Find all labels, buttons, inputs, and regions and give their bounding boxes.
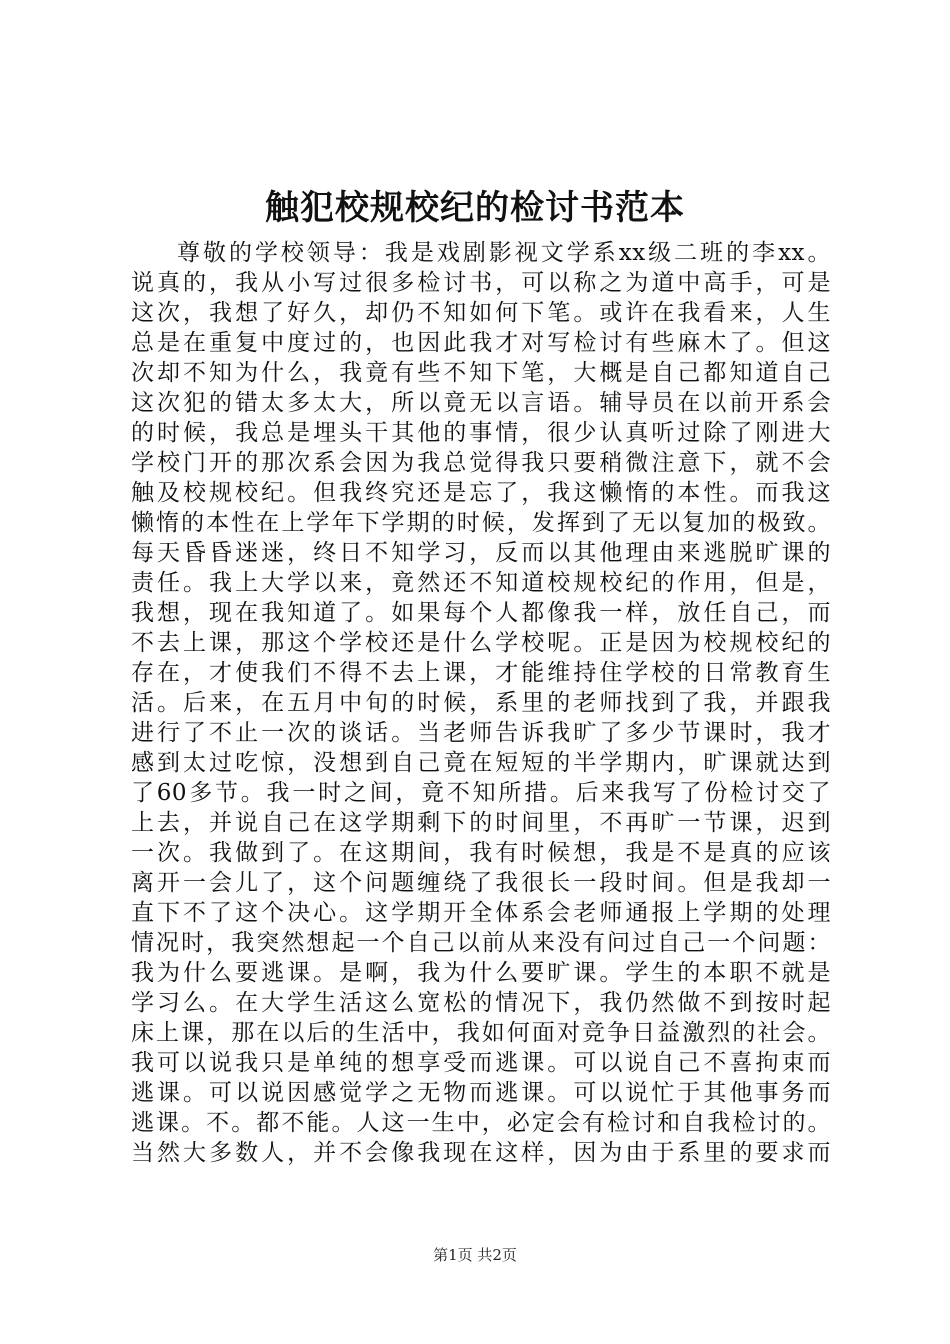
body-line: 我为什么要逃课。是啊，我为什么要旷课。学生的本职不就是: [131, 960, 831, 986]
body-line: 责任。我上大学以来，竟然还不知道校规校纪的作用，但是，: [131, 570, 831, 596]
body-line: 当然大多数人，并不会像我现在这样，因为由于系里的要求而: [131, 1140, 831, 1166]
page-number-footer: 第1页 共2页: [433, 1246, 517, 1264]
body-line: 每天昏昏迷迷，终日不知学习，反而以其他理由来逃脱旷课的: [131, 540, 831, 566]
body-line: 直下不了这个决心。这学期开全体系会老师通报上学期的处理: [131, 900, 831, 926]
body-line: 尊敬的学校领导：我是戏剧影视文学系xx级二班的李xx。: [177, 240, 831, 266]
body-line: 懒惰的本性在上学年下学期的时候，发挥到了无以复加的极致。: [131, 510, 831, 536]
body-line: 床上课，那在以后的生活中，我如何面对竞争日益激烈的社会。: [131, 1020, 831, 1046]
body-line: 活。后来，在五月中旬的时候，系里的老师找到了我，并跟我: [131, 690, 831, 716]
body-line: 上去，并说自己在这学期剩下的时间里，不再旷一节课，迟到: [131, 810, 831, 836]
document-title: 触犯校规校纪的检讨书范本: [265, 188, 685, 228]
body-line: 说真的，我从小写过很多检讨书，可以称之为道中高手，可是: [131, 270, 831, 296]
body-line: 存在，才使我们不得不去上课，才能维持住学校的日常教育生: [131, 660, 831, 686]
body-line: 进行了不止一次的谈话。当老师告诉我旷了多少节课时，我才: [131, 720, 831, 746]
body-line: 的时候，我总是埋头干其他的事情，很少认真听过除了刚进大: [131, 420, 831, 446]
body-line: 学习么。在大学生活这么宽松的情况下，我仍然做不到按时起: [131, 990, 831, 1016]
body-line: 一次。我做到了。在这期间，我有时候想，我是不是真的应该: [131, 840, 831, 866]
body-line: 逃课。可以说因感觉学之无物而逃课。可以说忙于其他事务而: [131, 1080, 831, 1106]
body-line: 了60多节。我一时之间，竟不知所措。后来我写了份检讨交了: [131, 780, 831, 806]
body-line: 逃课。不。都不能。人这一生中，必定会有检讨和自我检讨的。: [131, 1110, 831, 1136]
body-line: 总是在重复中度过的，也因此我才对写检讨有些麻木了。但这: [131, 330, 831, 356]
body-line: 这次，我想了好久，却仍不知如何下笔。或许在我看来，人生: [131, 300, 831, 326]
body-line: 次却不知为什么，我竟有些不知下笔，大概是自己都知道自己: [131, 360, 831, 386]
body-line: 这次犯的错太多太大，所以竟无以言语。辅导员在以前开系会: [131, 390, 831, 416]
body-line: 不去上课，那这个学校还是什么学校呢。正是因为校规校纪的: [131, 630, 831, 656]
body-line: 情况时，我突然想起一个自己以前从来没有问过自己一个问题：: [131, 930, 831, 956]
body-line: 我想，现在我知道了。如果每个人都像我一样，放任自己，而: [131, 600, 831, 626]
body-line: 学校门开的那次系会因为我总觉得我只要稍微注意下，就不会: [131, 450, 831, 476]
body-line: 触及校规校纪。但我终究还是忘了，我这懒惰的本性。而我这: [131, 480, 831, 506]
document-body: [131, 238, 831, 1168]
body-line: 感到太过吃惊，没想到自己竟在短短的半学期内，旷课就达到: [131, 750, 831, 776]
body-line: 离开一会儿了，这个问题缠绕了我很长一段时间。但是我却一: [131, 870, 831, 896]
body-line: 我可以说我只是单纯的想享受而逃课。可以说自己不喜拘束而: [131, 1050, 831, 1076]
